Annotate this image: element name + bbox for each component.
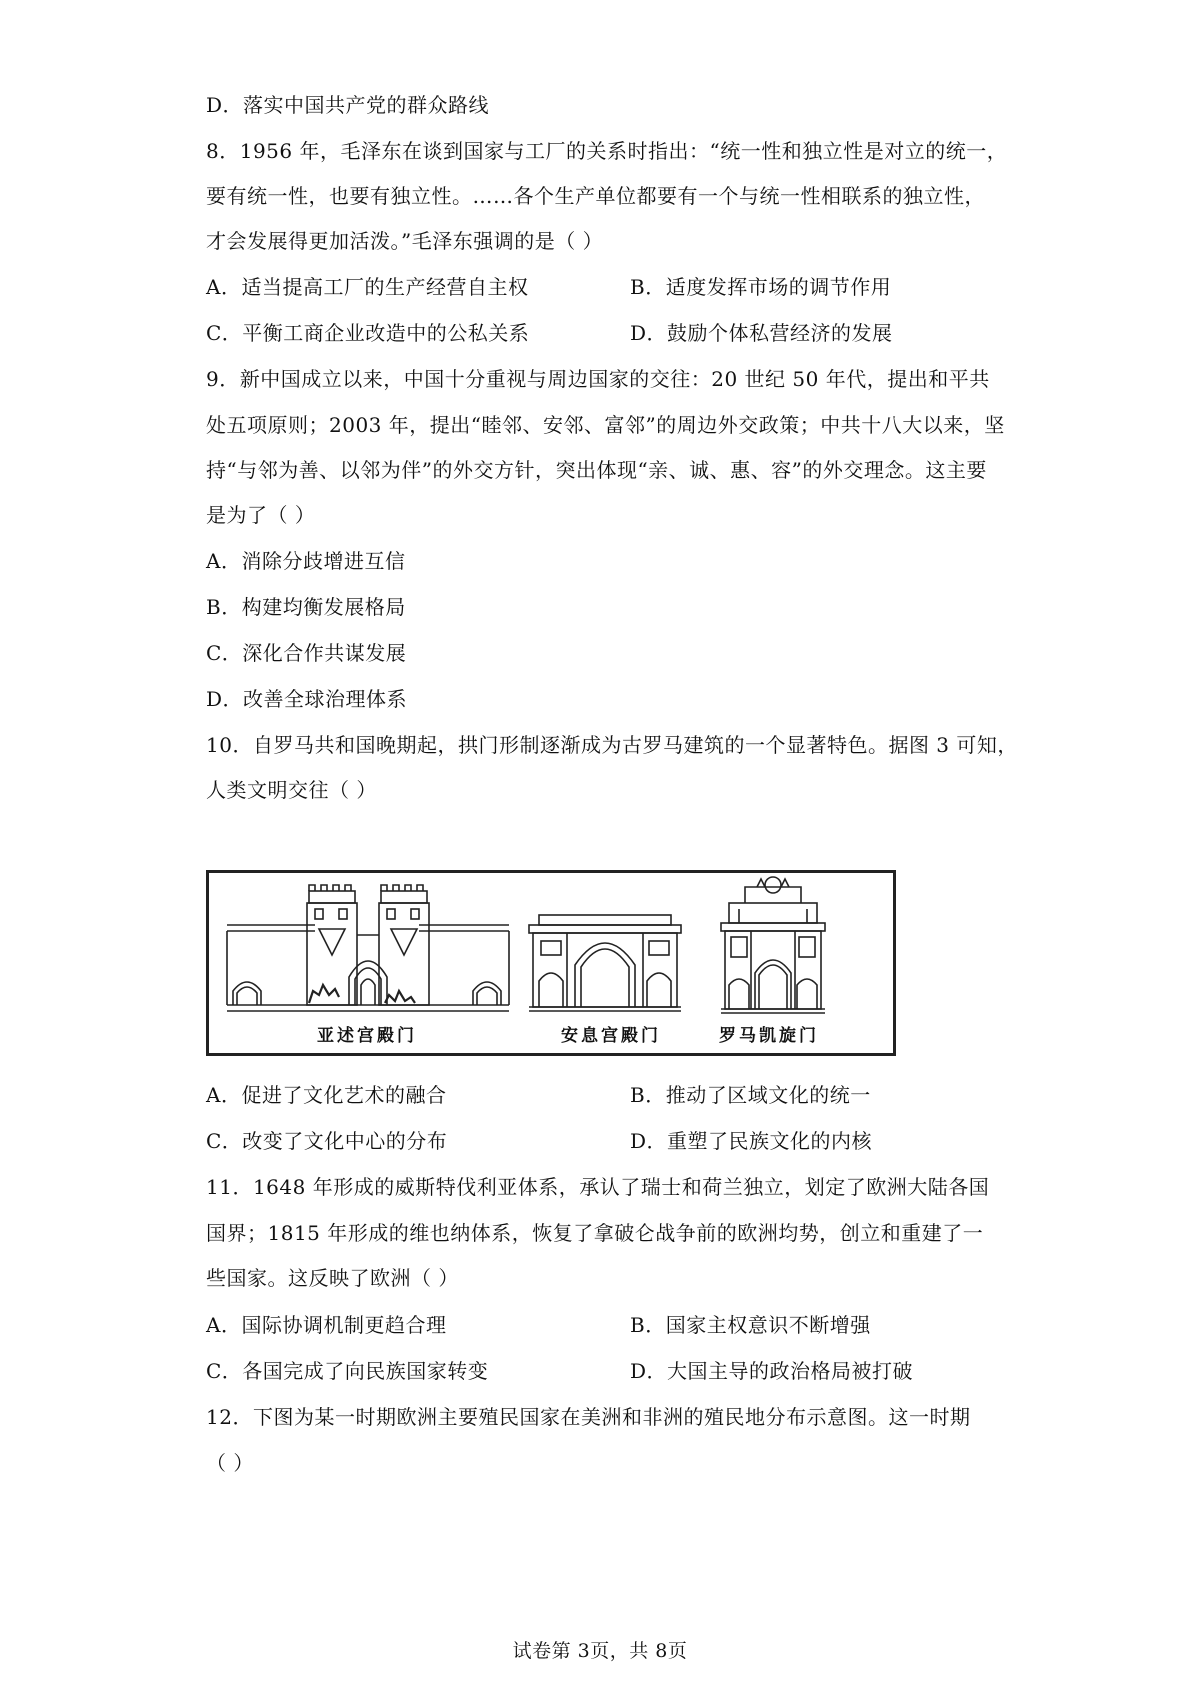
q10-option-d: D．重塑了民族文化的内核 (630, 1129, 873, 1153)
roman-arch-drawing (721, 877, 825, 1013)
q9-option-d: D．改善全球治理体系 (206, 687, 408, 711)
q10-option-c: C．改变了文化中心的分布 (206, 1129, 448, 1153)
q10-option-b: B．推动了区域文化的统一 (630, 1083, 871, 1107)
q9-stem-line-1: 9．新中国成立以来，中国十分重视与周边国家的交往：20 世纪 50 年代，提出和平共 (206, 367, 990, 391)
q11-option-b: B．国家主权意识不断增强 (630, 1313, 871, 1337)
caption-parthian-gate: 安息宫殿门 (561, 1026, 661, 1046)
q8-stem-line-2: 要有统一性，也要有独立性。……各个生产单位都要有一个与统一性相联系的独立性， (206, 184, 985, 208)
gates-figure (206, 870, 896, 1056)
q9-option-b: B．构建均衡发展格局 (206, 595, 406, 619)
assyrian-gate-drawing (227, 885, 509, 1011)
q12-stem-line-1: 12．下图为某一时期欧洲主要殖民国家在美洲和非洲的殖民地分布示意图。这一时期 (206, 1405, 971, 1429)
q11-stem-line-1: 11．1648 年形成的威斯特伐利亚体系，承认了瑞士和荷兰独立，划定了欧洲大陆各国 (206, 1175, 990, 1199)
q10-option-a: A．促进了文化艺术的融合 (206, 1083, 447, 1107)
page-footer: 试卷第 3页，共 8页 (512, 1640, 688, 1662)
q11-stem-line-2: 国界；1815 年形成的维也纳体系，恢复了拿破仑战争前的欧洲均势，创立和重建了一 (206, 1221, 984, 1245)
q9-stem-line-4: 是为了（ ） (206, 503, 316, 527)
q10-stem-line-2: 人类文明交往（ ） (206, 778, 377, 802)
q9-option-a: A．消除分歧增进互信 (206, 549, 406, 573)
q11-option-c: C．各国完成了向民族国家转变 (206, 1359, 489, 1383)
parthian-gate-drawing (529, 915, 681, 1011)
q8-stem-line-1: 8．1956 年，毛泽东在谈到国家与工厂的关系时指出：“统一性和独立性是对立的统一， (206, 139, 1008, 163)
q8-option-a: A．适当提高工厂的生产经营自主权 (206, 275, 529, 299)
q8-option-d: D．鼓励个体私营经济的发展 (630, 321, 893, 345)
q9-stem-line-2: 处五项原则；2003 年，提出“睦邻、安邻、富邻”的周边外交政策；中共十八大以来，坚 (206, 413, 1005, 437)
q7-option-d: D．落实中国共产党的群众路线 (206, 93, 490, 117)
q10-stem-line-1: 10．自罗马共和国晚期起，拱门形制逐渐成为古罗马建筑的一个显著特色。据图 3 可知， (206, 733, 1018, 757)
q8-option-b: B．适度发挥市场的调节作用 (630, 275, 892, 299)
q11-stem-line-3: 些国家。这反映了欧洲（ ） (206, 1266, 459, 1290)
caption-roman-arch: 罗马凯旋门 (719, 1026, 819, 1046)
q11-option-a: A．国际协调机制更趋合理 (206, 1313, 447, 1337)
q12-stem-line-2: （ ） (206, 1451, 254, 1475)
q8-stem-line-3: 才会发展得更加活泼。”毛泽东强调的是（ ） (206, 229, 604, 253)
q11-option-d: D．大国主导的政治格局被打破 (630, 1359, 914, 1383)
q8-option-c: C．平衡工商企业改造中的公私关系 (206, 321, 530, 345)
q9-option-c: C．深化合作共谋发展 (206, 641, 407, 665)
caption-assyrian-gate: 亚述宫殿门 (317, 1026, 417, 1046)
q9-stem-line-3: 持“与邻为善、以邻为伴”的外交方针，突出体现“亲、诚、惠、容”的外交理念。这主要 (206, 458, 987, 482)
